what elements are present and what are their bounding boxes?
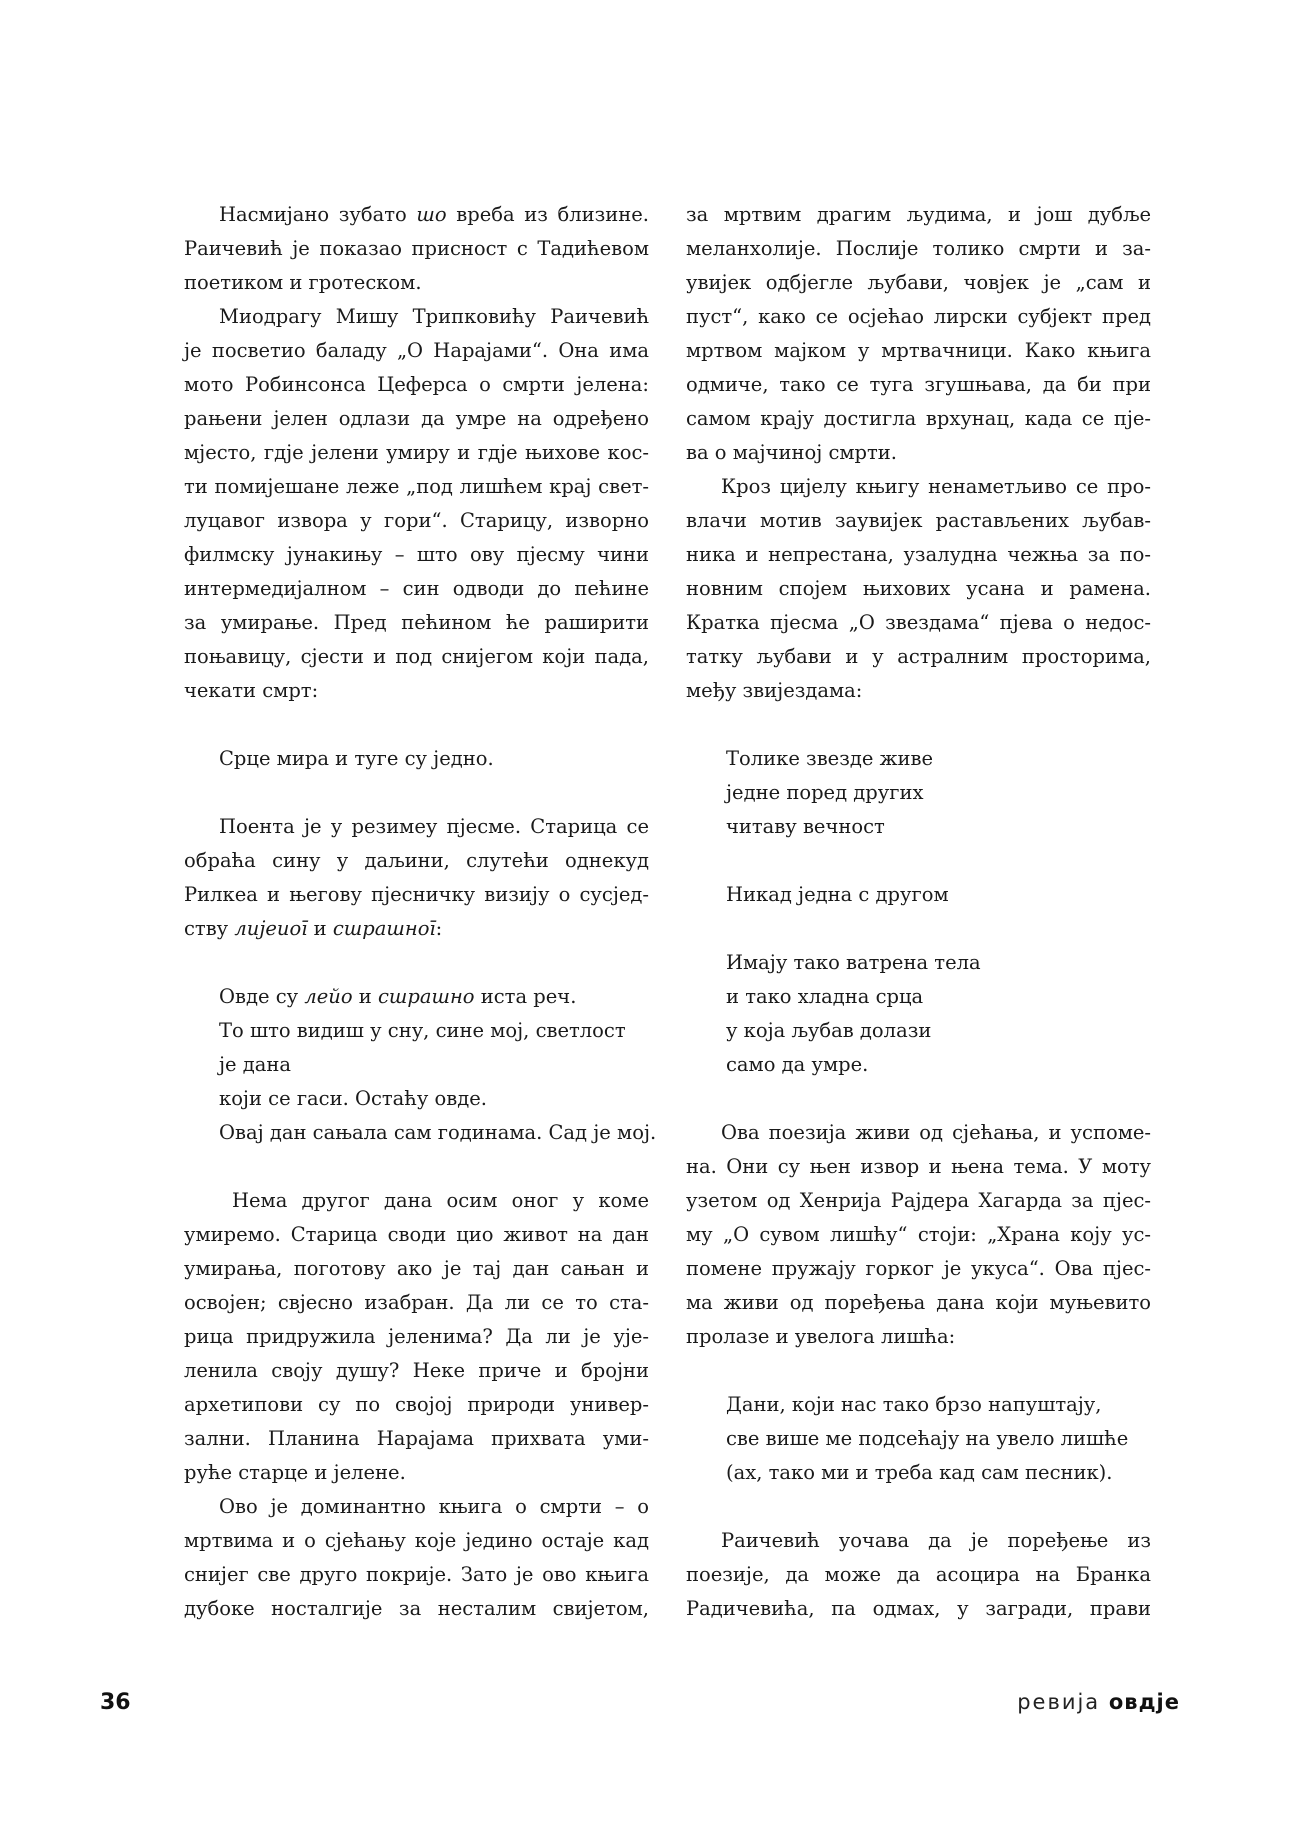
left-text-line: зални. Планина Нарајама прихвата уми- — [184, 1427, 649, 1450]
left-text-line: мјесто, гдје јелени умиру и гдје њихове кос- — [184, 441, 649, 464]
left-text-line: поетиком и гротеском. — [184, 271, 422, 294]
paragraph-gap — [184, 708, 649, 742]
left-text-line: Нема другог дана осим оног у коме — [232, 1189, 649, 1212]
left-text-line: ти помијешане леже „под лишћем крај свет- — [184, 475, 649, 498]
left-column — [184, 198, 657, 1626]
left-text-line: чекати смрт: — [184, 679, 319, 702]
right-text-line: ва о мајчиној смрти. — [686, 441, 898, 464]
right-text-line: поезије, да може да асоцира на Бранка — [686, 1563, 1151, 1586]
page-number: 36 — [100, 1690, 131, 1715]
left-text-line: ству лијеиоī и сшрашноī: — [184, 917, 443, 940]
right-text-line: Толике звезде живе — [726, 747, 934, 770]
left-text-line: умиремо. Старица своди цио живот на дан — [184, 1223, 649, 1246]
right-text-line: влачи мотив заувијек растављених љубав- — [686, 509, 1151, 532]
left-text-line: мото Робинсонса Цеферса о смрти јелена: — [184, 373, 649, 396]
left-text-line: рица придружила јеленима? Да ли је ује- — [184, 1325, 649, 1348]
right-text-line: Дани, који нас тако брзо напуштају, — [726, 1393, 1102, 1416]
right-text-line: меланхолије. Послије толико смрти и за- — [686, 237, 1151, 260]
right-text-line: узетом од Хенрија Рајдера Хагарда за пјес- — [686, 1189, 1151, 1212]
paragraph-gap — [184, 1150, 649, 1184]
paragraph-gap — [686, 912, 1151, 946]
left-text-line: Овде су лейо и сшрашно иста реч. — [219, 985, 577, 1008]
right-text-line: ма живи од поређења дана који муњевито — [686, 1291, 1151, 1314]
right-text-line: Никад једна с другом — [726, 883, 949, 906]
left-text-line: поњавицу, сјести и под снијегом који пада, — [184, 645, 649, 668]
right-text-line: у која љубав долази — [726, 1019, 932, 1042]
left-text-line: То што видиш у сну, сине мој, светлост — [219, 1019, 626, 1042]
right-text-line: мртвом мајком у мртвачници. Како књига — [686, 339, 1151, 362]
left-text-line: мртвима и о сјећању које једино остаје кад — [184, 1529, 649, 1552]
right-text-line: пролазе и увелога лишћа: — [686, 1325, 956, 1348]
left-text-line: је посветио баладу „О Нарајами“. Она има — [184, 339, 649, 362]
right-text-line: међу звијездама: — [686, 679, 863, 702]
left-text-line: за умирање. Пред пећином ће раширити — [184, 611, 649, 634]
right-text-line: увијек одбјегле љубави, човјек је „сам и — [686, 271, 1151, 294]
right-text-line: самом крају достигла врхунац, када се пје- — [686, 407, 1151, 430]
paragraph-gap — [184, 776, 649, 810]
right-text-line: за мртвим драгим људима, и још дубље — [686, 203, 1151, 226]
right-text-line: помене пружају горког је укуса“. Ова пјес- — [686, 1257, 1151, 1280]
paragraph-gap — [184, 946, 649, 980]
paragraph-gap — [686, 844, 1151, 878]
left-text-line: Поента је у резимеу пјесме. Старица се — [219, 815, 649, 838]
paragraph-gap — [686, 1354, 1151, 1388]
paragraph-gap — [686, 1082, 1151, 1116]
right-text-line: читаву вечност — [726, 815, 885, 838]
right-text-line: Имају тако ватрена тела — [726, 951, 981, 974]
right-text-line: једне поред других — [726, 781, 924, 804]
right-text-line: новним спојем њихових усана и рамена. — [686, 577, 1151, 600]
left-text-line: који се гаси. Остаћу овде. — [219, 1087, 488, 1110]
left-text-line: Овај дан сањала сам годинама. Сад је мој. — [219, 1121, 657, 1144]
left-text-line: Миодрагу Мишу Трипковићу Раичевић — [219, 305, 649, 328]
left-text-line: Насмијано зубато шо вреба из близине. — [219, 203, 649, 226]
left-text-line: умирања, поготову ако је тај дан сањан и — [184, 1257, 649, 1280]
left-text-line: луцавог извора у гори“. Старицу, изворно — [184, 509, 649, 532]
right-text-line: (ах, тако ми и треба кад сам песник). — [726, 1461, 1113, 1484]
left-text-line: Рилкеа и његову пјесничку визију о сусјед- — [184, 883, 649, 906]
magazine-name: овдје — [1108, 1690, 1180, 1714]
left-text-line: архетипови су по својој природи универ- — [184, 1393, 649, 1416]
right-text-line: на. Они су њен извор и њена тема. У моту — [686, 1155, 1151, 1178]
right-text-line: татку љубави и у астралним просторима, — [686, 645, 1151, 668]
left-text-line: је дана — [219, 1053, 292, 1076]
right-text-line: Кроз цијелу књигу ненаметљиво се про- — [721, 475, 1151, 498]
left-text-line: дубоке носталгије за несталим свијетом, — [184, 1597, 649, 1620]
right-text-line: само да умре. — [726, 1053, 869, 1076]
right-text-line: Раичевић уочава да је поређење из — [721, 1529, 1151, 1552]
right-column — [686, 198, 1151, 1626]
paragraph-gap — [686, 708, 1151, 742]
left-text-line: Раичевић је показао присност с Тадићевом — [184, 237, 649, 260]
right-text-line: одмиче, тако се туга згушњава, да би при — [686, 373, 1151, 396]
magazine-prefix: ревија — [1017, 1690, 1101, 1714]
left-text-line: филмску јунакињу – што ову пјесму чини — [184, 543, 649, 566]
right-text-line: Ова поезија живи од сјећања, и успоме- — [721, 1121, 1151, 1144]
paragraph-gap — [686, 1490, 1151, 1524]
right-text-line: Радичевића, па одмах, у загради, прави — [686, 1597, 1151, 1620]
left-text-line: Ово је доминантно књига о смрти – о — [219, 1495, 649, 1518]
running-footer — [1017, 1690, 1180, 1714]
right-text-line: све више ме подсећају на увело лишће — [726, 1427, 1129, 1450]
left-text-line: ленила своју душу? Неке приче и бројни — [184, 1359, 649, 1382]
right-text-line: Кратка пјесма „О звездама“ пјева о недос- — [686, 611, 1151, 634]
right-text-line: и тако хладна срца — [726, 985, 924, 1008]
left-text-line: снијег све друго покрије. Зато је ово књига — [184, 1563, 649, 1586]
left-text-line: обраћа сину у даљини, слутећи однекуд — [184, 849, 649, 872]
left-text-line: освојен; свјесно изабран. Да ли се то ста- — [184, 1291, 649, 1314]
left-text-line: рућe старце и јелене. — [184, 1461, 406, 1484]
left-text-line: интермедијалном – син одводи до пећине — [184, 577, 649, 600]
right-text-line: пуст“, како се осјећао лирски субјект пред — [686, 305, 1151, 328]
left-text-line: Срце мира и туге су једно. — [219, 747, 494, 770]
left-text-line: рањени јелен одлази да умре на одређено — [184, 407, 649, 430]
right-text-line: ника и непрестана, узалудна чежња за по- — [686, 543, 1151, 566]
right-text-line: му „О сувом лишћу“ стоји: „Храна коју ус- — [686, 1223, 1151, 1246]
